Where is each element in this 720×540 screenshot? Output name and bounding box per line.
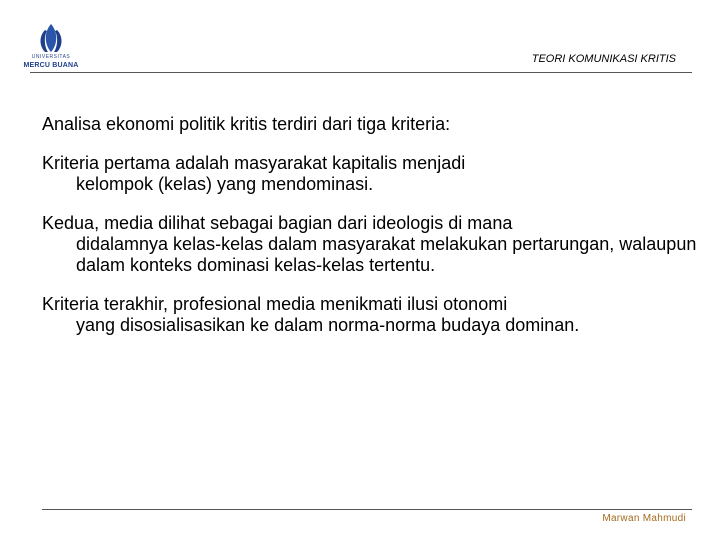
criteria-2-lead: Kedua (42, 213, 95, 233)
criteria-item-2 (42, 213, 702, 276)
criteria-3-text: , profesional media menikmati ilusi otonomi (163, 294, 508, 314)
criteria-1-text: adalah masyarakat kapitalis menjadi (170, 153, 466, 173)
footer-divider (42, 509, 692, 510)
criteria-2-continuation: didalamnya kelas-kelas dalam masyarakat melakukan pertarungan, walaupun dalam konteks dominasi kelas-kelas tertentu. (76, 234, 697, 275)
university-logo (22, 22, 80, 74)
logo-emblem-icon (22, 22, 80, 54)
logo-name: MERCU BUANA (23, 62, 79, 69)
logo-top-text: UNIVERSITAS (31, 54, 71, 60)
criteria-item-1 (42, 153, 702, 195)
criteria-1-lead: Kriteria pertama (42, 153, 171, 173)
header-divider (30, 72, 692, 73)
criteria-1-continuation: kelompok (kelas) yang mendominasi. (76, 174, 374, 194)
criteria-3-lead: Kriteria terakhir (42, 294, 164, 314)
header-title: TEORI KOMUNIKASI KRITIS (531, 53, 676, 65)
criteria-2-text: , media dilihat sebagai bagian dari ideologis di mana (94, 213, 513, 233)
criteria-item-3 (42, 294, 702, 336)
intro-text: Analisa ekonomi politik kritis terdiri dari tiga kriteria: (42, 114, 451, 134)
slide-body (42, 114, 702, 354)
footer-author: Marwan Mahmudi (602, 513, 686, 524)
criteria-3-continuation: yang disosialisasikan ke dalam norma-norma budaya dominan. (76, 315, 580, 335)
